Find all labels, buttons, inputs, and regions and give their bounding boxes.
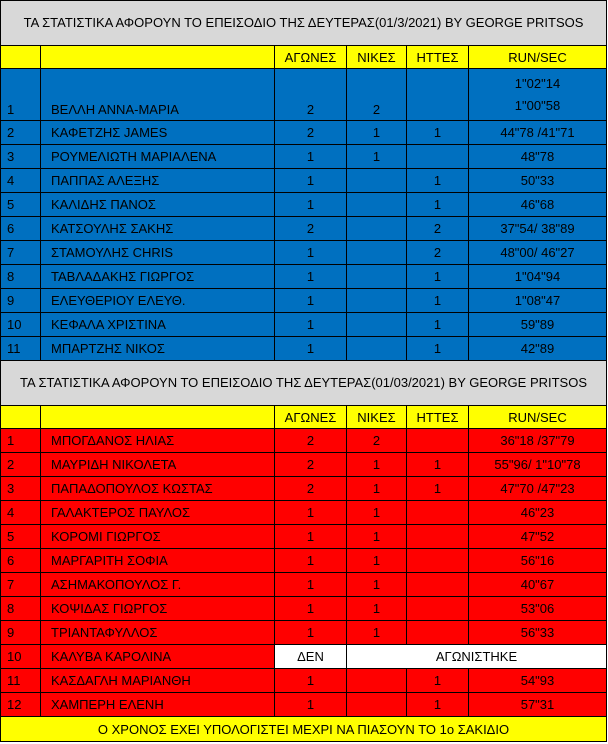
wins-cell [347, 265, 407, 289]
name-cell: ΕΛΕΥΘΕΡΙΟΥ ΕΛΕΥΘ. [41, 289, 275, 313]
wins-cell [347, 693, 407, 717]
name-cell: ΚΑΤΣΟΥΛΗΣ ΣΑΚΗΣ [41, 217, 275, 241]
wins-cell [347, 169, 407, 193]
table-row [1, 217, 607, 241]
rank-cell: 8 [1, 265, 41, 289]
wins-cell [347, 217, 407, 241]
time-cell: 53"06 [469, 597, 607, 621]
table-row [1, 121, 607, 145]
time-cell: 46"23 [469, 501, 607, 525]
time-cell: 46"68 [469, 193, 607, 217]
table-row [1, 313, 607, 337]
losses-cell [407, 69, 469, 121]
rank-cell: 5 [1, 193, 41, 217]
rank-cell: 9 [1, 289, 41, 313]
rank-cell: 2 [1, 453, 41, 477]
rank-cell: 1 [1, 429, 41, 453]
losses-cell: 1 [407, 289, 469, 313]
section2-header-row [1, 406, 607, 429]
losses-cell: 1 [407, 121, 469, 145]
name-cell: ΓΑΛΑΚΤΕΡΟΣ ΠΑΥΛΟΣ [41, 501, 275, 525]
time-cell: 37"54/ 38"89 [469, 217, 607, 241]
header-games: ΑΓΩΝΕΣ [275, 406, 347, 429]
name-cell: ΑΣΗΜΑΚΟΠΟΥΛΟΣ Γ. [41, 573, 275, 597]
games-cell: 2 [275, 477, 347, 501]
games-cell: 1 [275, 337, 347, 361]
losses-cell: 1 [407, 169, 469, 193]
name-cell: ΜΠΟΓΔΑΝΟΣ ΗΛΙΑΣ [41, 429, 275, 453]
header-losses: ΗΤΤΕΣ [407, 406, 469, 429]
losses-cell: 1 [407, 337, 469, 361]
losses-cell: 1 [407, 669, 469, 693]
name-cell: ΚΑΛΙΔΗΣ ΠΑΝΟΣ [41, 193, 275, 217]
wins-cell: 2 [347, 429, 407, 453]
wins-cell: 1 [347, 573, 407, 597]
wins-cell: 1 [347, 477, 407, 501]
wins-cell [347, 289, 407, 313]
section1-title-row [1, 1, 607, 46]
games-cell: 2 [275, 429, 347, 453]
note-cell: ΔΕΝ [275, 645, 347, 669]
losses-cell [407, 573, 469, 597]
time-cell: 56"33 [469, 621, 607, 645]
name-cell: ΒΕΛΛΗ ΑΝΝΑ-ΜΑΡΙΑ [41, 69, 275, 121]
wins-cell: 1 [347, 145, 407, 169]
rank-cell: 6 [1, 549, 41, 573]
losses-cell [407, 597, 469, 621]
losses-cell: 1 [407, 693, 469, 717]
name-cell: ΧΑΜΠΕΡΗ ΕΛΕΝΗ [41, 693, 275, 717]
table-row [1, 337, 607, 361]
rank-cell: 6 [1, 217, 41, 241]
games-cell: 1 [275, 573, 347, 597]
time-first: 1"02"14 [514, 75, 561, 91]
wins-cell [347, 669, 407, 693]
wins-cell [347, 337, 407, 361]
games-cell: 1 [275, 241, 347, 265]
section2-title: ΤΑ ΣΤΑΤΙΣΤΙΚΑ ΑΦΟΡΟΥΝ ΤΟ ΕΠΕΙΣΟΔΙΟ ΤΗΣ ΔΕΥΤΕΡΑΣ(01/03/2021) BY GEORGE PRITSOS [1, 361, 607, 406]
name-cell: ΜΠΑΡΤΖΗΣ ΝΙΚΟΣ [41, 337, 275, 361]
time-cell: 48"00/ 46"27 [469, 241, 607, 265]
name-cell: ΚΑΣΔΑΓΛΗ ΜΑΡΙΑΝΘΗ [41, 669, 275, 693]
games-cell: 1 [275, 313, 347, 337]
losses-cell [407, 525, 469, 549]
wins-cell: 1 [347, 501, 407, 525]
table-row [1, 265, 607, 289]
time-cell: 36"18 /37"79 [469, 429, 607, 453]
header-losses: ΗΤΤΕΣ [407, 46, 469, 69]
header-run: RUN/SEC [469, 406, 607, 429]
time-cell: 55"96/ 1"10"78 [469, 453, 607, 477]
wins-cell: 1 [347, 597, 407, 621]
games-cell: 1 [275, 193, 347, 217]
time-second: 1"00"58 [514, 97, 561, 113]
header-blank [41, 406, 275, 429]
name-cell: ΚΟΡΟΜΙ ΓΙΩΡΓΟΣ [41, 525, 275, 549]
wins-cell: 1 [347, 525, 407, 549]
table-row [1, 597, 607, 621]
table-row [1, 501, 607, 525]
time-cell: 56"16 [469, 549, 607, 573]
rank-cell: 11 [1, 337, 41, 361]
name-cell: ΤΑΒΛΑΔΑΚΗΣ ΓΙΩΡΓΟΣ [41, 265, 275, 289]
name-cell: ΣΤΑΜΟΥΛΗΣ CHRIS [41, 241, 275, 265]
footer-row [1, 717, 607, 742]
games-cell: 2 [275, 453, 347, 477]
name-cell: ΚΕΦΑΛΑ ΧΡΙΣΤΙΝΑ [41, 313, 275, 337]
rank-cell: 1 [1, 69, 41, 121]
table-row [1, 241, 607, 265]
losses-cell [407, 501, 469, 525]
rank-cell: 7 [1, 241, 41, 265]
games-cell: 1 [275, 597, 347, 621]
name-cell: ΡΟΥΜΕΛΙΩΤΗ ΜΑΡΙΑΛΕΝΑ [41, 145, 275, 169]
table-row [1, 621, 607, 645]
table-row [1, 429, 607, 453]
wins-cell [347, 241, 407, 265]
games-cell: 1 [275, 669, 347, 693]
rank-cell: 12 [1, 693, 41, 717]
name-cell: ΠΑΠΠΑΣ ΑΛΕΞΗΣ [41, 169, 275, 193]
name-cell: ΜΑΥΡΙΔΗ ΝΙΚΟΛΕΤΑ [41, 453, 275, 477]
losses-cell: 2 [407, 241, 469, 265]
games-cell: 2 [275, 121, 347, 145]
header-blank [1, 406, 41, 429]
rank-cell: 3 [1, 145, 41, 169]
games-cell: 1 [275, 621, 347, 645]
games-cell: 1 [275, 501, 347, 525]
note-cell: ΑΓΩΝΙΣΤΗΚΕ [347, 645, 607, 669]
table-row [1, 525, 607, 549]
losses-cell: 1 [407, 453, 469, 477]
time-cell: 47"70 /47"23 [469, 477, 607, 501]
table-row [1, 145, 607, 169]
table-row [1, 289, 607, 313]
name-cell: ΠΑΠΑΔΟΠΟΥΛΟΣ ΚΩΣΤΑΣ [41, 477, 275, 501]
header-run: RUN/SEC [469, 46, 607, 69]
time-cell: 47"52 [469, 525, 607, 549]
footer-note: Ο ΧΡΟΝΟΣ ΕΧΕΙ ΥΠΟΛΟΓΙΣΤΕΙ ΜΕΧΡΙ ΝΑ ΠΙΑΣΟΥΝ ΤΟ 1ο ΣΑΚΙΔΙΟ [1, 717, 607, 742]
rank-cell: 8 [1, 597, 41, 621]
rank-cell: 10 [1, 645, 41, 669]
header-wins: ΝΙΚΕΣ [347, 46, 407, 69]
wins-cell [347, 193, 407, 217]
rank-cell: 4 [1, 169, 41, 193]
time-cell: 1"04"94 [469, 265, 607, 289]
games-cell: 2 [275, 217, 347, 241]
losses-cell: 1 [407, 265, 469, 289]
time-cell: 1"08"47 [469, 289, 607, 313]
wins-cell: 2 [347, 69, 407, 121]
losses-cell [407, 145, 469, 169]
table-row [1, 573, 607, 597]
time-cell [469, 69, 607, 121]
rank-cell: 9 [1, 621, 41, 645]
wins-cell: 1 [347, 453, 407, 477]
games-cell: 1 [275, 693, 347, 717]
losses-cell: 1 [407, 193, 469, 217]
table-row [1, 193, 607, 217]
games-cell: 1 [275, 169, 347, 193]
section1-header-row [1, 46, 607, 69]
games-cell: 1 [275, 145, 347, 169]
rank-cell: 2 [1, 121, 41, 145]
time-cell: 54"93 [469, 669, 607, 693]
time-cell: 59"89 [469, 313, 607, 337]
section2-title-row [1, 361, 607, 406]
losses-cell: 1 [407, 313, 469, 337]
time-cell: 44"78 /41"71 [469, 121, 607, 145]
time-cell: 42"89 [469, 337, 607, 361]
name-cell: ΚΑΛΥΒΑ ΚΑΡΟΛΙΝΑ [41, 645, 275, 669]
table-row [1, 453, 607, 477]
rank-cell: 4 [1, 501, 41, 525]
table-row [1, 549, 607, 573]
wins-cell: 1 [347, 121, 407, 145]
table-row [1, 169, 607, 193]
name-cell: ΤΡΙΑΝΤΑΦΥΛΛΟΣ [41, 621, 275, 645]
rank-cell: 10 [1, 313, 41, 337]
header-games: ΑΓΩΝΕΣ [275, 46, 347, 69]
wins-cell: 1 [347, 549, 407, 573]
time-cell: 57"31 [469, 693, 607, 717]
name-cell: ΚΟΨΙΔΑΣ ΓΙΩΡΓΟΣ [41, 597, 275, 621]
losses-cell: 2 [407, 217, 469, 241]
games-cell: 1 [275, 549, 347, 573]
games-cell: 1 [275, 289, 347, 313]
time-cell: 40"67 [469, 573, 607, 597]
header-wins: ΝΙΚΕΣ [347, 406, 407, 429]
section1-title: ΤΑ ΣΤΑΤΙΣΤΙΚΑ ΑΦΟΡΟΥΝ ΤΟ ΕΠΕΙΣΟΔΙΟ ΤΗΣ ΔΕΥΤΕΡΑΣ(01/3/2021) BY GEORGE PRITSOS [1, 1, 607, 46]
table-row [1, 669, 607, 693]
name-cell: ΚΑΦΕΤΖΗΣ JAMES [41, 121, 275, 145]
games-cell: 1 [275, 265, 347, 289]
wins-cell [347, 313, 407, 337]
losses-cell [407, 549, 469, 573]
time-cell: 48"78 [469, 145, 607, 169]
wins-cell: 1 [347, 621, 407, 645]
table-row [1, 693, 607, 717]
losses-cell [407, 429, 469, 453]
rank-cell: 5 [1, 525, 41, 549]
losses-cell [407, 621, 469, 645]
games-cell: 2 [275, 69, 347, 121]
time-cell: 50"33 [469, 169, 607, 193]
table-row [1, 69, 607, 121]
rank-cell: 7 [1, 573, 41, 597]
rank-cell: 3 [1, 477, 41, 501]
table-row [1, 645, 607, 669]
games-cell: 1 [275, 525, 347, 549]
name-cell: ΜΑΡΓΑΡΙΤΗ ΣΟΦΙΑ [41, 549, 275, 573]
table-row [1, 477, 607, 501]
rank-cell: 11 [1, 669, 41, 693]
losses-cell: 1 [407, 477, 469, 501]
